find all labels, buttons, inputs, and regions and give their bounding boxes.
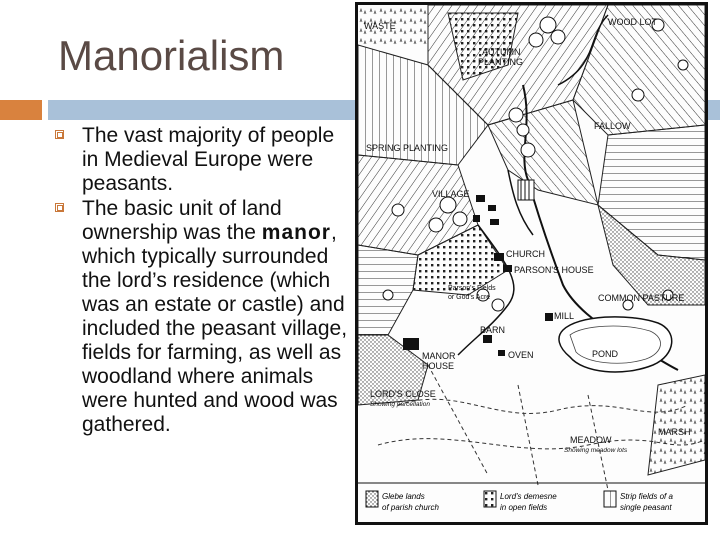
legend-swatch-demesne (484, 491, 496, 507)
bullet-item (50, 124, 355, 196)
bullet-text-start: The basic unit of land ownership was the (82, 197, 282, 244)
map-label: OVEN (508, 350, 534, 360)
legend-label: Lord's demesne (500, 492, 557, 501)
map-label: CHURCH (506, 249, 545, 259)
legend-label: of parish church (382, 503, 439, 512)
mill-icon (545, 313, 553, 321)
legend-label: Strip fields of a (620, 492, 673, 501)
map-label: COMMON PASTURE (598, 293, 685, 303)
accent-bar-orange (0, 100, 42, 120)
map-label: Showing parcellation (370, 401, 430, 408)
marsh-area (648, 375, 705, 475)
legend-swatch-glebe (366, 491, 378, 507)
accent-bar-blue-tail (708, 100, 720, 120)
map-label: MILL (554, 311, 575, 321)
map-label: SPRING PLANTING (366, 143, 449, 153)
bullet-item (50, 197, 355, 437)
map-label: MEADOW (570, 435, 612, 445)
map-label: FALLOW (594, 121, 631, 131)
manor-house-icon (403, 338, 419, 350)
legend-label: single peasant (620, 503, 672, 512)
map-label: PLANTING (478, 57, 524, 67)
map-label: HOUSE (422, 361, 455, 371)
map-label: BARN (480, 325, 506, 335)
legend-label: in open fields (500, 503, 548, 512)
map-label: WOOD LOT (608, 17, 657, 27)
map-label: MANOR (422, 351, 456, 361)
bridge (518, 180, 534, 200)
oven-icon (498, 350, 505, 356)
map-label: Parson's Fields (448, 285, 496, 292)
map-legend (366, 491, 673, 512)
barn-icon (483, 335, 492, 343)
manor-map-image (355, 2, 708, 525)
accent-bar-blue (48, 100, 358, 120)
bullet-keyword: manor (261, 221, 331, 244)
map-label: POND (592, 349, 619, 359)
map-label: WASTE (364, 21, 396, 31)
church-icon (494, 253, 504, 261)
map-label: LORD'S CLOSE (370, 389, 436, 399)
bullet-text-end: , which typically surrounded the lord’s residence (which was an estate or castle) and included the peasant village, fields for farming, as well as woodland where animals were hunted and wood was gathered. (82, 221, 348, 436)
map-label: AUTUMN (482, 47, 521, 57)
manor-map-drawing (358, 5, 705, 522)
bullet-text: The vast majority of people in Medieval Europe were peasants. (82, 124, 335, 195)
slide-title: Manorialism (58, 32, 285, 79)
square-bullet-icon (55, 130, 64, 139)
map-label: or God's Acre (448, 294, 491, 301)
parsons-house-icon (503, 265, 512, 272)
map-label: VILLAGE (432, 189, 470, 199)
bullet-list (50, 124, 355, 437)
legend-label: Glebe lands (382, 492, 425, 501)
square-bullet-icon (55, 203, 64, 212)
map-label: MARSH (658, 427, 691, 437)
legend-swatch-strip (604, 491, 616, 507)
map-label: Showing meadow lots (564, 447, 628, 454)
map-label: PARSON'S HOUSE (514, 265, 594, 275)
pond (559, 317, 672, 372)
